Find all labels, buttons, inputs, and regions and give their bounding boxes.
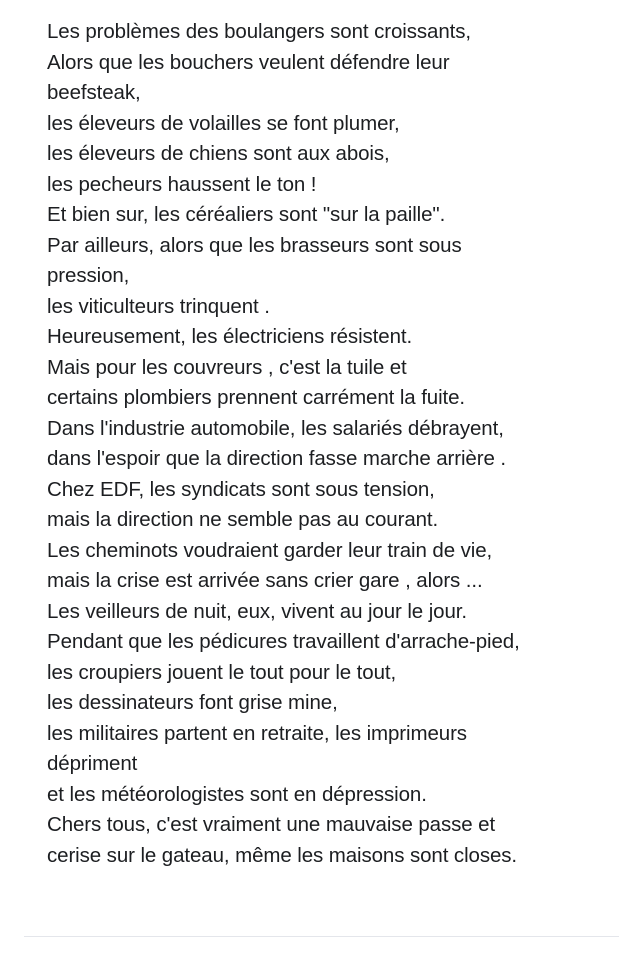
post-line: les croupiers jouent le tout pour le tout,	[47, 660, 397, 684]
post-line: pression,	[47, 264, 130, 287]
post-line: les éleveurs de chiens sont aux abois,	[47, 142, 390, 165]
post-line: les militaires partent en retraite, les imprimeurs	[47, 721, 467, 745]
post-line: Les problèmes des boulangers sont croissants,	[47, 20, 471, 43]
post-line: les viticulteurs trinquent .	[47, 294, 270, 318]
post-line: Par ailleurs, alors que les brasseurs sont sous	[47, 233, 462, 257]
post-line: cerise sur le gateau, même les maisons sont closes.	[47, 843, 518, 867]
post-line: beefsteak,	[47, 81, 141, 104]
post-line: mais la direction ne semble pas au courant.	[47, 508, 439, 531]
post-line: Et bien sur, les céréaliers sont "sur la paille".	[47, 203, 446, 226]
post-line: les pecheurs haussent le ton !	[47, 172, 317, 196]
post-line: Les veilleurs de nuit, eux, vivent au jour le jour.	[47, 599, 467, 623]
post-line: et les météorologistes sont en dépression.	[47, 782, 427, 806]
post-line: Alors que les bouchers veulent défendre leur	[47, 50, 450, 74]
post-line: les éleveurs de volailles se font plumer,	[47, 111, 400, 135]
post-line: dans l'espoir que la direction fasse marche arrière .	[47, 447, 506, 470]
post-line: Chers tous, c'est vraiment une mauvaise passe et	[47, 813, 496, 836]
post-line: Dans l'industrie automobile, les salariés débrayent,	[47, 416, 504, 440]
post-line: les dessinateurs font grise mine,	[47, 691, 338, 714]
post-text	[47, 17, 627, 936]
post-line: Les cheminots voudraient garder leur train de vie,	[47, 538, 493, 562]
post-line: Chez EDF, les syndicats sont sous tension,	[47, 477, 435, 501]
post-line: Heureusement, les électriciens résistent.	[47, 325, 413, 348]
post-line: mais la crise est arrivée sans crier gare , alors ...	[47, 569, 483, 592]
post-line: certains plombiers prennent carrément la fuite.	[47, 386, 466, 409]
post-line: dépriment	[47, 752, 138, 775]
post-line: Pendant que les pédicures travaillent d'arrache-pied,	[47, 630, 520, 653]
post-divider	[24, 936, 619, 937]
post-line: Mais pour les couvreurs , c'est la tuile et	[47, 355, 407, 379]
